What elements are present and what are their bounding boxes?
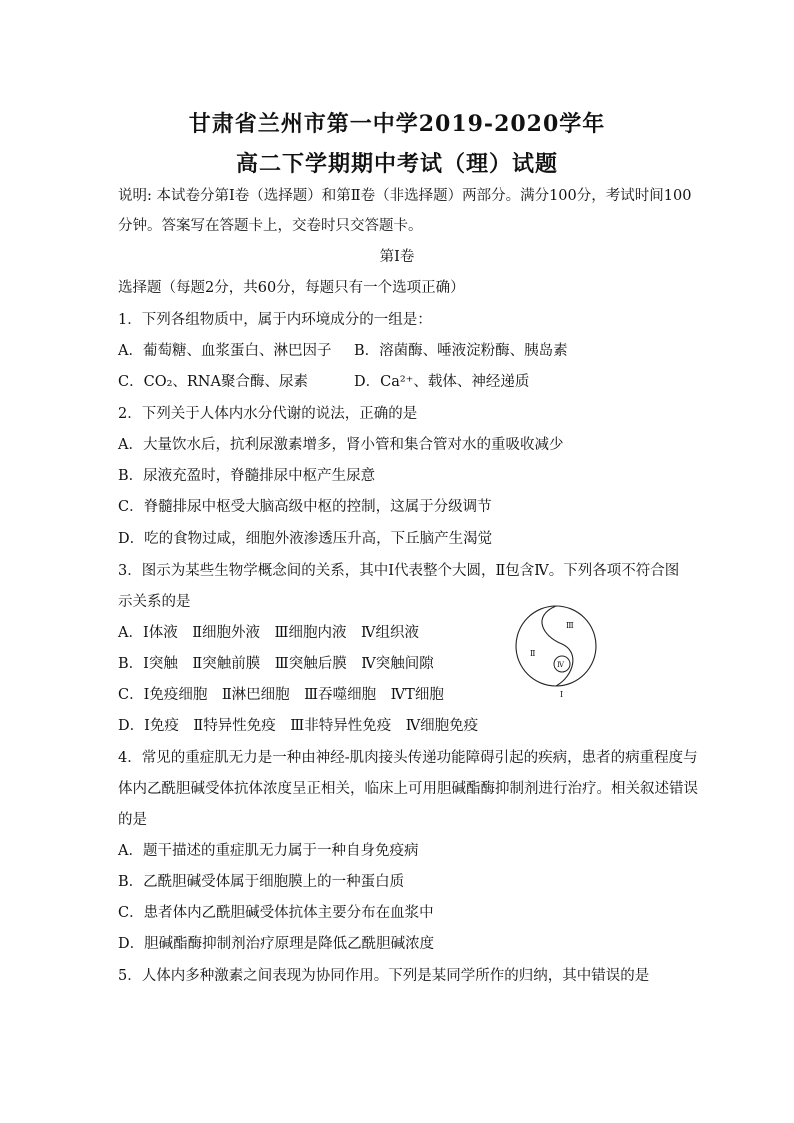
question-4-option-b: B．乙酰胆碱受体属于细胞膜上的一种蛋白质 (118, 874, 405, 890)
exam-title-line1: 甘肃省兰州市第一中学2019-2020学年 (188, 111, 606, 137)
question-1-stem: 1．下列各组物质中，属于内环境成分的一组是： (118, 312, 432, 328)
diagram-outer-circle (516, 606, 596, 686)
question-3-stem-line2: 示关系的是 (118, 594, 191, 610)
question-2-option-c: C．脊髓排尿中枢受大脑高级中枢的控制，这属于分级调节 (118, 499, 492, 515)
question-1-option-c: C．CO₂、RNA聚合酶、尿素 (118, 374, 308, 390)
question-2-option-b: B．尿液充盈时，脊髓排尿中枢产生尿意 (118, 468, 376, 484)
diagram-label-4: Ⅳ (557, 661, 564, 669)
question-3-stem-line1: 3．图示为某些生物学概念间的关系，其中Ⅰ代表整个大圆，Ⅱ包含Ⅳ。下列各项不符合图 (118, 563, 680, 579)
question-2-option-a: A．大量饮水后，抗利尿激素增多，肾小管和集合管对水的重吸收减少 (118, 437, 564, 453)
diagram-label-1: Ⅰ (560, 690, 564, 698)
question-4-option-d: D．胆碱酯酶抑制剂治疗原理是降低乙酰胆碱浓度 (118, 936, 435, 952)
section-instruction: 选择题（每题2分，共60分，每题只有一个选项正确） (118, 280, 465, 296)
question-3-option-b: B．Ⅰ突触 Ⅱ突触前膜 Ⅲ突触后膜 Ⅳ突触间隙 (118, 656, 434, 672)
question-3-option-a: A．Ⅰ体液 Ⅱ细胞外液 Ⅲ细胞内液 Ⅳ组织液 (118, 625, 420, 641)
question-1-option-d: D．Ca²⁺、载体、神经递质 (354, 374, 530, 390)
question-5-stem: 5．人体内多种激素之间表现为协同作用。下列是某同学所作的归纳，其中错误的是 (118, 968, 650, 984)
section-heading: 第Ⅰ卷 (379, 249, 415, 265)
question-4-option-a: A．题干描述的重症肌无力属于一种自身免疫病 (118, 843, 419, 859)
question-4-stem-line1: 4．常见的重症肌无力是一种由神经-肌肉接头传递功能障碍引起的疾病，患者的病重程度与 (118, 750, 698, 766)
diagram-s-divider (542, 606, 573, 686)
diagram-label-2: Ⅱ (530, 649, 536, 658)
question-4-option-c: C．患者体内乙酰胆碱受体抗体主要分布在血浆中 (118, 905, 434, 921)
question-3-option-c: C．Ⅰ免疫细胞 Ⅱ淋巴细胞 Ⅲ吞噬细胞 ⅣT细胞 (118, 687, 444, 703)
exam-title-line2: 高二下学期期中考试（理）试题 (235, 151, 558, 177)
intro-line1: 说明: 本试卷分第Ⅰ卷（选择题）和第Ⅱ卷（非选择题）两部分。满分100分，考试时间100 (118, 188, 692, 204)
question-3-option-d: D．Ⅰ免疫 Ⅱ特异性免疫 Ⅲ非特异性免疫 Ⅳ细胞免疫 (118, 718, 479, 734)
concept-relationship-diagram (512, 602, 608, 698)
question-2-option-d: D．吃的食物过咸，细胞外液渗透压升高，下丘脑产生渴觉 (118, 531, 493, 547)
intro-line2: 分钟。答案写在答题卡上，交卷时只交答题卡。 (118, 218, 423, 234)
question-4-stem-line2: 体内乙酰胆碱受体抗体浓度呈正相关，临床上可用胆碱酯酶抑制剂进行治疗。相关叙述错误 (118, 781, 698, 797)
question-4-stem-line3: 的是 (118, 812, 147, 828)
question-1-option-b: B．溶菌酶、唾液淀粉酶、胰岛素 (354, 343, 568, 359)
diagram-label-3: Ⅲ (566, 621, 574, 630)
question-2-stem: 2．下列关于人体内水分代谢的说法，正确的是 (118, 406, 418, 422)
question-1-option-a: A．葡萄糖、血浆蛋白、淋巴因子 (118, 343, 332, 359)
